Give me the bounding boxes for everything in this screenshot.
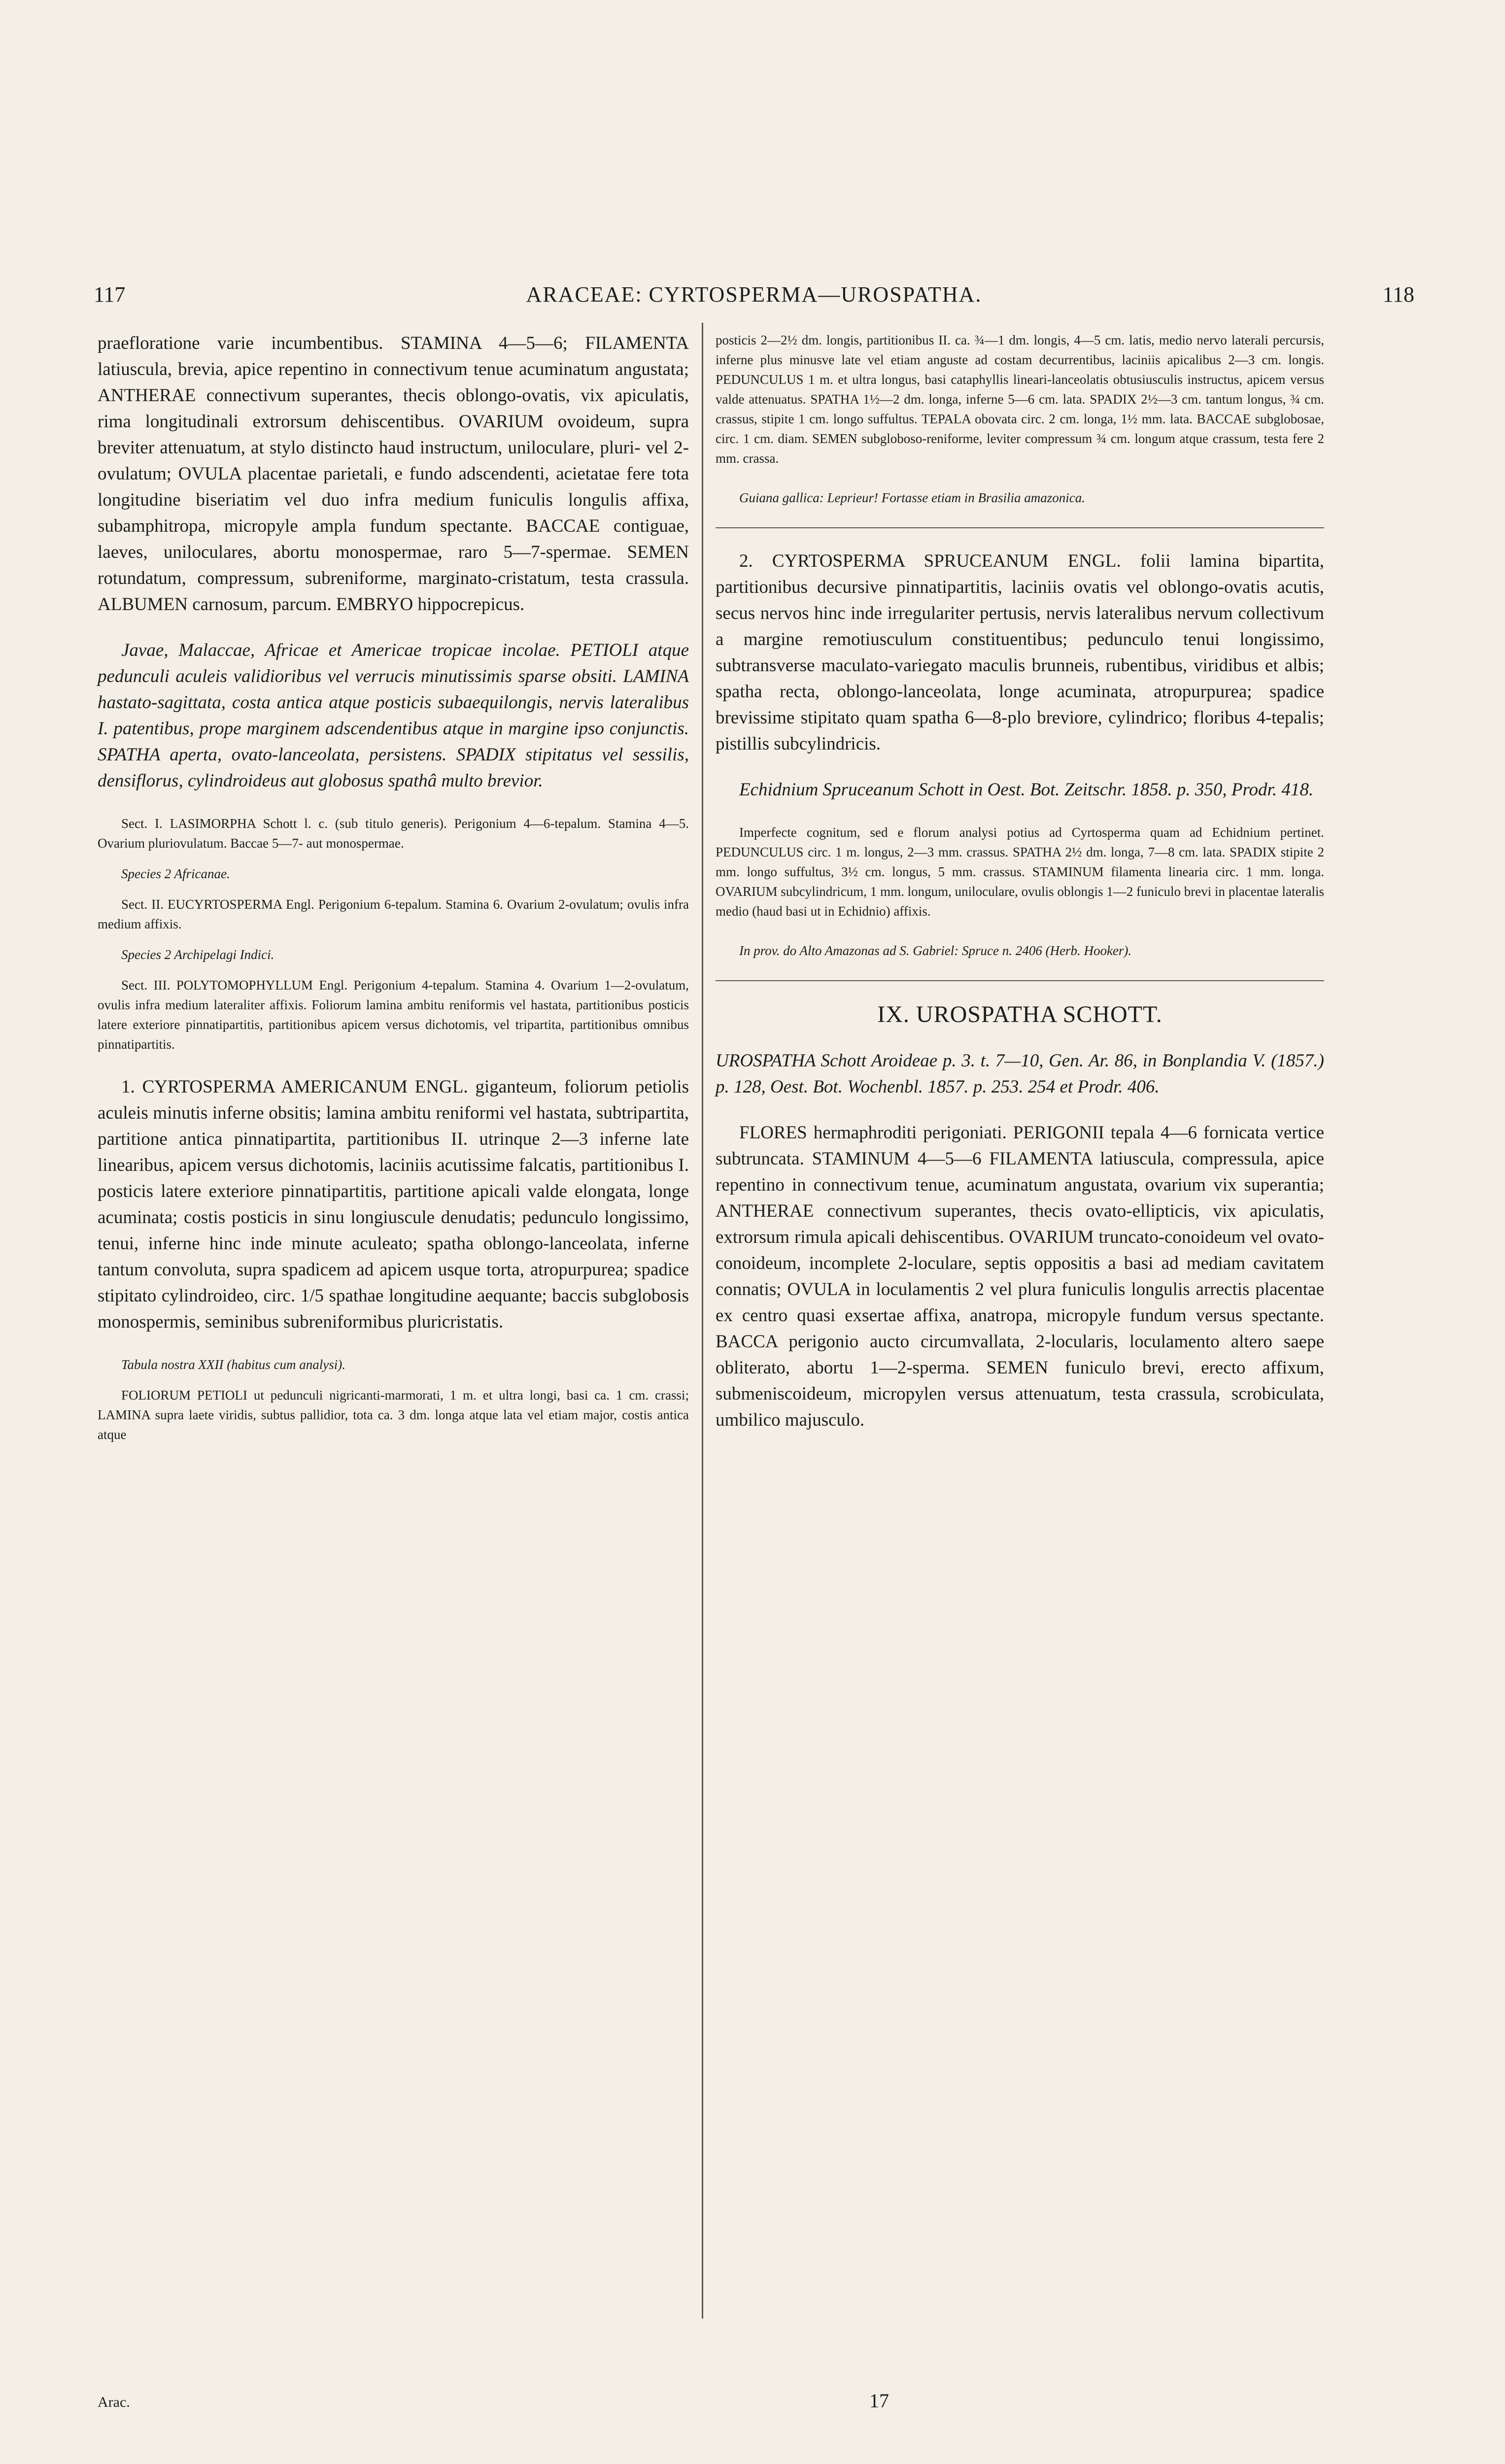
- page-number-left: 117: [94, 282, 126, 307]
- running-header: [94, 282, 1414, 311]
- species-americanum-description: FOLIORUM PETIOLI ut pedunculi nigricanti-marmorati, 1 m. et ultra longi, basi ca. 1 cm. crassi; LAMINA supra laete viridis, subtus pallidior, tota ca. 3 dm. longa atque lata vel etiam major, costis antica atque: [98, 1388, 689, 1442]
- genus-synonymy: UROSPATHA Schott Aroideae p. 3. t. 7—10, Gen. Ar. 86, in Bonplandia V. (1857.) p. 128, Oest. Bot. Wochenbl. 1857. p. 253. 254 et Prodr. 406.: [716, 1051, 1324, 1097]
- column-divider: [702, 323, 703, 2319]
- section-eucyrtosperma: Sect. II. EUCYRTOSPERMA Engl. Perigonium 6-tepalum. Stamina 6. Ovarium 2-ovulatum; ovulis infra medium affixis.: [98, 897, 689, 931]
- signature-mark-right: 17: [869, 2390, 889, 2412]
- species-cyrtosperma-americanum: 1. CYRTOSPERMA AMERICANUM ENGL. giganteum, foliorum petiolis aculeis minutis inferne obsitis; lamina ambitu reniformi vel hastata, subtripartita, partitione antica pinnatipartita, partitionibus II. utrinque 2—3 inferne late linearibus, apicem versus dichotomis, laciniis acutissime falcatis, partitionibus I. posticis latere exteriore pinnatipartitis, partitione apicali valde elongata, longe acuminata; costis posticis in sinu longiuscule denudatis; pedunculo longissimo, tenui, inferne hinc inde minute aculeato; spatha oblongo-lanceolata, inferne tantum convoluta, supra spadicem ad apicem usque torta, atropurpurea; spadice stipitato cylindroideo, circ. 1/5 spathae longitudine aequante; baccis subglobosis monospermis, seminibus subreniformibus pluricristatis.: [98, 1077, 689, 1332]
- genus-distribution: Javae, Malaccae, Africae et Americae tropicae incolae. PETIOLI atque pedunculi aculeis validioribus vel verrucis minutissimis sparse obsiti. LAMINA hastato-sagittata, costa antica atque posticis subaequilongis, nervis lateralibus I. patentibus, prope marginem adscendentibus atque in margine ipso conjunctis. SPATHA aperta, ovato-lanceolata, persistens. SPADIX stipitatus vel sessilis, densiflorus, cylindroideus aut globosus spathâ multo brevior.: [98, 640, 689, 791]
- left-column: [98, 330, 689, 1444]
- signature-mark-left: Arac.: [98, 2394, 130, 2410]
- species-americanum-description-continued: posticis 2—2½ dm. longis, partitionibus II. ca. ¾—1 dm. longis, 4—5 cm. latis, medio nervo laterali percursis, inferne plus minusve late vel etiam anguste ad costam decurrentibus, laciniis apicalibus 2—3 cm. longis. PEDUNCULUS 1 m. et ultra longus, basi cataphyllis lineari-lanceolatis obtusiusculis instructus, apicem versus valde attenuatus. SPATHA 1½—2 dm. longa, inferne 5—6 cm. lata. SPADIX 2½—3 cm. tantum longus, ¾ cm. crassus, stipite 1 cm. longo suffultus. TEPALA obovata circ. 2 cm. longa, 1½ mm. lata. BACCAE subglobosae, circ. 1 cm. diam. SEMEN subgloboso-reniforme, leviter compressum ¾ cm. longum atque crassum, testa fere 2 mm. crassa.: [716, 333, 1324, 466]
- section-eucyrtosperma-species: Species 2 Archipelagi Indici.: [121, 947, 274, 962]
- genus-heading: IX. UROSPATHA SCHOTT.: [877, 1001, 1163, 1027]
- species-divider: [716, 527, 1324, 528]
- section-polytomophyllum: Sect. III. POLYTOMOPHYLLUM Engl. Perigonium 4-tepalum. Stamina 4. Ovarium 1—2-ovulatum, ovulis infra medium lateraliter affixis. Foliorum lamina ambitu reniformis vel hastata, partitionibus posticis latere exteriore pinnatipartitis, partitionibus apicem versus dichotomis, vel tripartita, partitionibus omnibus pinnatipartitis.: [98, 978, 689, 1052]
- species-plate-reference: Tabula nostra XXII (habitus cum analysi).: [121, 1357, 345, 1372]
- species-spruceanum-locality: In prov. do Alto Amazonas ad S. Gabriel: Spruce n. 2406 (Herb. Hooker).: [739, 943, 1132, 958]
- species-americanum-locality: Guiana gallica: Leprieur! Fortasse etiam in Brasilia amazonica.: [739, 490, 1085, 505]
- genus-divider: [716, 980, 1324, 981]
- species-spruceanum-synonym: Echidnium Spruceanum Schott in Oest. Bot. Zeitschr. 1858. p. 350, Prodr. 418.: [739, 780, 1314, 800]
- species-spruceanum-description: Imperfecte cognitum, sed e florum analysi potius ad Cyrtosperma quam ad Echidnium pertinet. PEDUNCULUS circ. 1 m. longus, 2—3 mm. crassus. SPATHA 2½ dm. longa, 7—8 cm. lata. SPADIX stipite 2 mm. longo suffultus, 3½ cm. longus, 5 mm. crassus. STAMINUM filamenta linearia circ. 1 mm. longa. OVARIUM subcylindricum, 1 mm. longum, uniloculare, ovulis oblongis 1—2 funiculo brevi in placentae lateralis medio (haud basi ut in Echidnio) affixis.: [716, 825, 1324, 919]
- species-cyrtosperma-spruceanum: 2. CYRTOSPERMA SPRUCEANUM ENGL. folii lamina bipartita, partitionibus decursive pinnatipartitis, laciniis ovatis vel oblongo-ovatis acutis, secus nervos hinc inde irregulariter pertusis, nervis lateralibus nervum collectivum a margine remotiusculum constituentibus; pedunculo tenui longissimo, subtransverse maculato-variegato maculis brunneis, rubentibus, viridibus et albis; spatha recta, oblongo-lanceolata, longe acuminata, atropurpurea; spadice brevissime stipitato quam spatha 6—8-plo breviore, cylindrico; floribus 4-tepalis; pistillis subcylindricis.: [716, 551, 1324, 754]
- genus-description-continued: praefloratione varie incumbentibus. STAMINA 4—5—6; FILAMENTA latiuscula, brevia, apice repentino in connectivum tenue acuminatum angustata; ANTHERAE connectivum superantes, thecis oblongo-ovatis, vix apiculatis, rima longitudinali extrorsum dehiscentibus. OVARIUM ovoideum, supra breviter attenuatum, at stylo distincto haud instructum, uniloculare, pluri- vel 2-ovulatum; OVULA placentae parietali, e fundo adscendenti, acietatae fere tota longitudine biseriatim vel duo infra medium funiculis longulis affixa, subamphitropa, micropyle ampla fundum spectante. BACCAE contiguae, laeves, uniloculares, abortu monospermae, raro 5—7-spermae. SEMEN rotundatum, compressum, subreniforme, marginato-cristatum, testa crassula. ALBUMEN carnosum, parcum. EMBRYO hippocrepicus.: [98, 333, 689, 615]
- genus-urospatha-description: FLORES hermaphroditi perigoniati. PERIGONII tepala 4—6 fornicata vertice subtruncata. STAMINUM 4—5—6 FILAMENTA latiuscula, compressula, apice repentino in connectivum tenue, acuminatum angustata, ovarium vix superantia; ANTHERAE connectivum superantes, thecis ovato-ellipticis, vix apiculatis, extrorsum rimula apicali dehiscentibus. OVARIUM truncato-conoideum vel ovato-conoideum, incomplete 2-loculare, septis oppositis a basi ad mediam cavitatem connatis; OVULA in loculamentis 2 vel plura funiculis longulis arrectis placentae ex centro quasi exsertae affixa, anatropa, micropyle fundum versus spectante. BACCA perigonio aucto circumvallata, 2-locularis, loculamento altero saepe obliterato, abortu 1—2-sperma. SEMEN funiculo brevi, erecto affixum, submeniscoideum, micropylen versus attenuatum, testa crassula, scrobiculata, umbilico majusculo.: [716, 1123, 1324, 1430]
- page-number-right: 118: [1382, 282, 1414, 307]
- right-column: [716, 330, 1324, 1433]
- running-title: ARACEAE: CYRTOSPERMA—UROSPATHA.: [526, 282, 982, 307]
- section-lasimorpha: Sect. I. LASIMORPHA Schott l. c. (sub titulo generis). Perigonium 4—6-tepalum. Stamina 4—5. Ovarium pluriovulatum. Baccae 5—7- aut monospermae.: [98, 816, 689, 851]
- section-lasimorpha-species: Species 2 Africanae.: [121, 866, 230, 881]
